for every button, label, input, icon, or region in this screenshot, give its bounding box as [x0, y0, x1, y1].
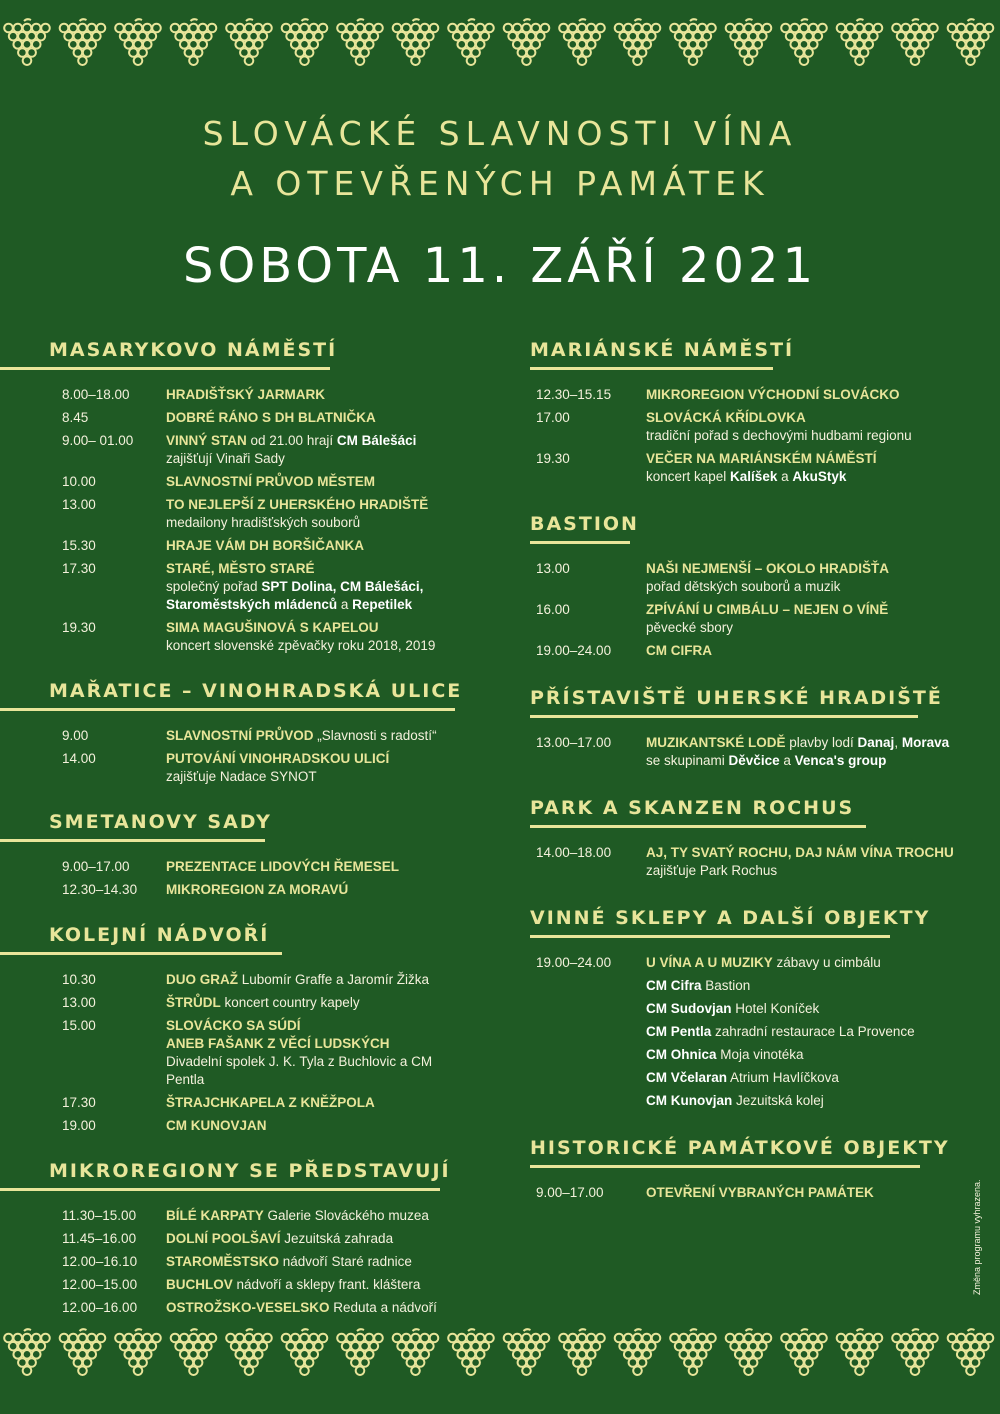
item-description	[646, 1046, 1000, 1064]
grape-cluster-icon	[60, 19, 106, 65]
grape-cluster-icon	[837, 1329, 883, 1375]
grape-cluster-icon	[504, 1329, 550, 1375]
item-time	[536, 1023, 646, 1041]
section-header	[0, 1157, 470, 1191]
item-description	[166, 560, 470, 614]
section-underline	[530, 367, 773, 370]
grape-cluster-icon	[892, 1329, 938, 1375]
item-event: SLOVÁCKO SA SÚDÍ	[166, 1018, 301, 1033]
program-item	[0, 858, 470, 876]
item-time: 14.00–18.00	[536, 845, 612, 860]
item-note: Galerie Slováckého muzea	[263, 1208, 429, 1223]
item-time	[536, 1046, 646, 1064]
grape-cluster-icon	[615, 19, 661, 65]
grape-cluster-icon	[171, 1329, 217, 1375]
grape-cluster-icon	[837, 19, 883, 65]
program-item	[530, 642, 1000, 660]
program-item	[530, 1000, 1000, 1018]
item-event: MIKROREGION ZA MORAVÚ	[166, 882, 349, 897]
item-note: se skupinami	[646, 753, 729, 768]
item-subtitle: pořad dětských souborů a muzik	[646, 579, 841, 594]
program-item	[530, 1184, 1000, 1202]
item-event: DOBRÉ RÁNO S DH BLATNIČKA	[166, 410, 376, 425]
grape-border-bottom	[0, 1328, 1000, 1380]
item-time: 13.00	[62, 995, 96, 1010]
item-subtitle	[166, 578, 470, 614]
item-time: 12.00–16.00	[62, 1300, 138, 1315]
program-item	[0, 1230, 470, 1248]
section-title: PŘÍSTAVIŠTĚ UHERSKÉ HRADIŠTĚ	[530, 687, 943, 709]
item-event: ŠTRAJCHKAPELA Z KNĚŽPOLA	[166, 1095, 375, 1110]
item-performer: Danaj	[857, 735, 895, 750]
program-item	[530, 601, 1000, 637]
program-item	[0, 1094, 470, 1112]
program-section	[0, 1157, 470, 1317]
section-underline	[530, 825, 866, 828]
item-performer: AkuStyk	[792, 469, 847, 484]
section-title: BASTION	[530, 513, 639, 535]
item-event: CM CIFRA	[646, 643, 712, 658]
item-description	[646, 844, 1000, 880]
item-description	[646, 642, 1000, 660]
item-description	[166, 881, 470, 899]
item-note: „Slavnosti s radostí“	[313, 728, 437, 743]
section-underline	[530, 935, 890, 938]
item-time: 15.30	[62, 538, 96, 553]
item-time: 9.00–17.00	[62, 859, 130, 874]
grape-cluster-icon	[448, 1329, 494, 1375]
item-note: nádvoří Staré radnice	[279, 1254, 412, 1269]
item-performer: Staroměstských mládenců	[166, 597, 338, 612]
item-performer: Kalíšek	[730, 469, 778, 484]
section-title: KOLEJNÍ NÁDVOŘÍ	[49, 924, 270, 946]
item-time: 12.00–15.00	[62, 1277, 138, 1292]
item-time: 10.30	[62, 972, 96, 987]
grape-cluster-icon	[393, 1329, 439, 1375]
item-event: AJ, TY SVATÝ ROCHU, DAJ NÁM VÍNA TROCHU	[646, 845, 954, 860]
grape-cluster-icon	[115, 1329, 161, 1375]
item-time: 10.00	[62, 474, 96, 489]
item-description	[166, 858, 470, 876]
grape-cluster-icon	[892, 19, 938, 65]
program-section	[530, 1134, 1000, 1202]
item-note: a	[779, 753, 795, 768]
item-subtitle	[646, 468, 1000, 486]
item-description	[166, 619, 470, 655]
item-performer: Morava	[901, 735, 950, 750]
item-subtitle: koncert slovenské zpěvačky roku 2018, 2019	[166, 638, 436, 653]
item-event: MIKROREGION VÝCHODNÍ SLOVÁCKO	[646, 387, 900, 402]
program-section	[530, 684, 1000, 770]
item-description	[166, 1207, 470, 1225]
section-header	[530, 904, 1000, 938]
item-description	[646, 1023, 1000, 1041]
item-event: STARÉ, MĚSTO STARÉ	[166, 561, 315, 576]
item-event: PUTOVÁNÍ VINOHRADSKOU ULICÍ	[166, 751, 390, 766]
program-item	[0, 619, 470, 655]
item-description	[646, 1000, 1000, 1018]
item-event: PREZENTACE LIDOVÝCH ŘEMESEL	[166, 859, 400, 874]
item-note: nádvoří a sklepy frant. kláštera	[232, 1277, 421, 1292]
item-event: SIMA MAGUŠINOVÁ S KAPELOU	[166, 620, 379, 635]
grape-cluster-icon	[948, 19, 994, 65]
item-description	[166, 750, 470, 786]
item-time: 19.30	[536, 451, 570, 466]
item-description	[166, 496, 470, 532]
grape-cluster-icon	[504, 19, 550, 65]
item-description	[646, 450, 1000, 486]
item-performer: SPT Dolina, CM Bálešáci,	[261, 579, 424, 594]
program-item	[0, 1117, 470, 1135]
grape-cluster-icon	[337, 1329, 383, 1375]
grape-cluster-icon	[282, 19, 328, 65]
program-item	[0, 994, 470, 1012]
program-section	[0, 808, 470, 899]
item-event: MUZIKANTSKÉ LODĚ	[646, 735, 786, 750]
section-header	[530, 336, 1000, 370]
program-item	[0, 1017, 470, 1089]
item-note: Jezuitská kolej	[732, 1093, 824, 1108]
grape-border-top	[0, 18, 1000, 70]
item-description	[646, 386, 1000, 404]
item-time: 17.00	[536, 410, 570, 425]
program-item	[530, 954, 1000, 972]
program-item	[530, 560, 1000, 596]
program-item	[0, 1276, 470, 1294]
section-header	[530, 684, 1000, 718]
section-title: SMETANOVY SADY	[49, 811, 272, 833]
item-event: DOLNÍ POOLŠAVÍ	[166, 1231, 281, 1246]
section-header	[530, 1134, 1000, 1168]
grape-cluster-icon	[615, 1329, 661, 1375]
item-subtitle: tradiční pořad s dechovými hudbami regionu	[646, 428, 912, 443]
section-header	[530, 794, 1000, 828]
section-title: VINNÉ SKLEPY A DALŠÍ OBJEKTY	[530, 907, 931, 929]
grape-cluster-icon	[670, 1329, 716, 1375]
section-underline	[0, 708, 455, 711]
section-title: HISTORICKÉ PAMÁTKOVÉ OBJEKTY	[530, 1137, 950, 1159]
program-item	[530, 386, 1000, 404]
item-description	[166, 1253, 470, 1271]
item-event: HRAJE VÁM DH BORŠIČANKA	[166, 538, 365, 553]
item-time: 8.00–18.00	[62, 387, 130, 402]
item-event: SLAVNOSTNÍ PRŮVOD	[166, 728, 314, 743]
item-note: Atrium Havlíčkova	[727, 1070, 839, 1085]
program-item	[0, 1253, 470, 1271]
item-performer: CM Kunovjan	[646, 1093, 733, 1108]
item-time: 17.30	[62, 561, 96, 576]
grape-cluster-icon	[60, 1329, 106, 1375]
item-performer: Repetilek	[352, 597, 413, 612]
item-note: Lubomír Graffe a Jaromír Žižka	[238, 972, 430, 987]
item-subtitle: Divadelní spolek J. K. Tyla z Buchlovic a CM Pentla	[166, 1054, 433, 1087]
program-item	[0, 386, 470, 404]
section-header	[530, 510, 1000, 544]
item-note: Moja vinotéka	[716, 1047, 804, 1062]
grape-cluster-icon	[393, 19, 439, 65]
item-event: U VÍNA A U MUZIKY	[646, 955, 773, 970]
item-note: Hotel Koníček	[731, 1001, 820, 1016]
grape-cluster-icon	[4, 19, 50, 65]
item-event: BUCHLOV	[166, 1277, 233, 1292]
item-time: 12.30–15.15	[536, 387, 612, 402]
section-header	[0, 921, 470, 955]
item-event: OSTROŽSKO-VESELSKO	[166, 1300, 330, 1315]
section-underline	[0, 1188, 440, 1191]
program-column-right	[530, 336, 1000, 1226]
grape-cluster-icon	[781, 19, 827, 65]
item-description	[166, 1276, 470, 1294]
program-section	[530, 336, 1000, 486]
item-event: NAŠI NEJMENŠÍ – OKOLO HRADIŠŤA	[646, 561, 890, 576]
item-event: ŠTRŮDL	[166, 995, 221, 1010]
item-event: CM KUNOVJAN	[166, 1118, 267, 1133]
grape-cluster-icon	[781, 1329, 827, 1375]
item-description	[646, 560, 1000, 596]
item-event: DUO GRAŽ	[166, 972, 238, 987]
item-note: plavby lodí	[785, 735, 858, 750]
program-item	[530, 1069, 1000, 1087]
item-performer: Venca's group	[794, 753, 887, 768]
grape-cluster-icon	[559, 19, 605, 65]
item-description	[646, 954, 1000, 972]
item-note: Reduta a nádvoří	[329, 1300, 437, 1315]
item-description	[646, 1092, 1000, 1110]
program-item	[530, 734, 1000, 770]
item-note: od 21.00 hrají	[246, 433, 337, 448]
program-item	[530, 1092, 1000, 1110]
item-performer: CM Včelaran	[646, 1070, 728, 1085]
item-description	[166, 473, 470, 491]
program-item	[0, 971, 470, 989]
item-time: 9.00–17.00	[536, 1185, 604, 1200]
item-description	[166, 1117, 470, 1135]
program-section	[0, 336, 470, 655]
section-header	[0, 677, 470, 711]
program-section	[0, 677, 470, 786]
item-performer: CM Pentla	[646, 1024, 712, 1039]
item-description	[166, 1230, 470, 1248]
item-performer: CM Cifra	[646, 978, 702, 993]
program-item	[530, 1023, 1000, 1041]
program-section	[530, 794, 1000, 880]
section-title: MAŘATICE – VINOHRADSKÁ ULICE	[49, 680, 463, 702]
item-note: a	[337, 597, 353, 612]
item-note: společný pořad	[166, 579, 262, 594]
section-underline	[530, 715, 918, 718]
item-event: ZPÍVÁNÍ U CIMBÁLU – NEJEN O VÍNĚ	[646, 602, 889, 617]
item-note: Jezuitská zahrada	[280, 1231, 394, 1246]
grape-cluster-icon	[226, 1329, 272, 1375]
program-item	[0, 560, 470, 614]
item-description	[166, 1094, 470, 1112]
section-underline	[0, 367, 330, 370]
program-item	[0, 409, 470, 427]
grape-cluster-icon	[115, 19, 161, 65]
item-time: 13.00	[62, 497, 96, 512]
section-header	[0, 336, 470, 370]
program-item	[0, 727, 470, 745]
program-item	[530, 977, 1000, 995]
program-item	[530, 844, 1000, 880]
section-underline	[530, 541, 630, 544]
item-time: 13.00–17.00	[536, 735, 612, 750]
item-time: 12.00–16.10	[62, 1254, 138, 1269]
section-underline	[530, 1165, 920, 1168]
item-event: STAROMĚSTSKO	[166, 1254, 280, 1269]
item-note: zábavy u cimbálu	[772, 955, 881, 970]
item-time	[536, 1000, 646, 1018]
program-change-note: Změna programu vyhrazena.	[972, 1179, 982, 1295]
item-description	[646, 1069, 1000, 1087]
item-note: koncert kapel	[646, 469, 731, 484]
item-time: 19.30	[62, 620, 96, 635]
item-description	[166, 409, 470, 427]
section-underline	[0, 839, 265, 842]
festival-title-line-1: SLOVÁCKÉ SLAVNOSTI VÍNA	[202, 114, 798, 153]
program-column-left	[0, 336, 470, 1339]
program-item	[0, 881, 470, 899]
item-event: SLAVNOSTNÍ PRŮVOD MĚSTEM	[166, 474, 376, 489]
item-note: koncert country kapely	[220, 995, 360, 1010]
section-title: MIKROREGIONY SE PŘEDSTAVUJÍ	[49, 1160, 451, 1182]
program-item	[0, 496, 470, 532]
section-underline	[0, 952, 282, 955]
item-time: 19.00	[62, 1118, 96, 1133]
item-event: OTEVŘENÍ VYBRANÝCH PAMÁTEK	[646, 1185, 874, 1200]
item-description	[166, 432, 470, 468]
item-description	[646, 601, 1000, 637]
grape-cluster-icon	[171, 19, 217, 65]
item-description	[166, 971, 470, 989]
grape-cluster-icon	[559, 1329, 605, 1375]
item-performer: CM Sudovjan	[646, 1001, 732, 1016]
grape-cluster-icon	[948, 1329, 994, 1375]
section-title: MASARYKOVO NÁMĚSTÍ	[49, 339, 338, 361]
item-event: HRADIŠŤSKÝ JARMARK	[166, 387, 326, 402]
item-note: zahradní restaurace La Provence	[711, 1024, 915, 1039]
item-time: 19.00–24.00	[536, 955, 612, 970]
grape-cluster-icon	[337, 19, 383, 65]
item-time: 15.00	[62, 1018, 96, 1033]
item-subtitle: zajišťují Vinaři Sady	[166, 451, 285, 466]
item-description	[166, 994, 470, 1012]
item-note: a	[777, 469, 793, 484]
item-time: 13.00	[536, 561, 570, 576]
item-description	[646, 734, 1000, 770]
section-title: MARIÁNSKÉ NÁMĚSTÍ	[530, 339, 795, 361]
item-subtitle: medailony hradišťských souborů	[166, 515, 361, 530]
program-section	[530, 510, 1000, 660]
program-item	[0, 1207, 470, 1225]
item-description	[166, 727, 470, 745]
grape-cluster-icon	[4, 1329, 50, 1375]
item-subtitle	[646, 752, 1000, 770]
item-note: ,	[894, 735, 902, 750]
item-event: VEČER NA MARIÁNSKÉM NÁMĚSTÍ	[646, 451, 877, 466]
program-item	[0, 432, 470, 468]
item-performer: Děvčice	[728, 753, 780, 768]
item-event: BÍLÉ KARPATY	[166, 1208, 264, 1223]
item-description	[166, 537, 470, 555]
item-event: ANEB FAŠANK Z VĚCÍ LUDSKÝCH	[166, 1036, 390, 1051]
program-item	[530, 1046, 1000, 1064]
item-event: TO NEJLEPŠÍ Z UHERSKÉHO HRADIŠTĚ	[166, 497, 429, 512]
section-header	[0, 808, 470, 842]
item-description	[646, 409, 1000, 445]
item-time: 11.30–15.00	[62, 1208, 137, 1223]
program-item	[0, 1299, 470, 1317]
item-time: 16.00	[536, 602, 570, 617]
item-note: Bastion	[701, 978, 751, 993]
item-time: 12.30–14.30	[62, 882, 138, 897]
program-item	[0, 473, 470, 491]
grape-cluster-icon	[726, 19, 772, 65]
item-time: 9.00	[62, 728, 89, 743]
item-event: SLOVÁCKÁ KŘÍDLOVKA	[646, 410, 806, 425]
item-description	[166, 1299, 470, 1317]
item-performer: CM Bálešáci	[336, 433, 417, 448]
item-time: 8.45	[62, 410, 89, 425]
program-item	[0, 750, 470, 786]
grape-cluster-icon	[282, 1329, 328, 1375]
item-time: 11.45–16.00	[62, 1231, 137, 1246]
item-subtitle: zajišťuje Park Rochus	[646, 863, 778, 878]
item-description	[166, 386, 470, 404]
program-section	[530, 904, 1000, 1110]
grape-cluster-icon	[670, 19, 716, 65]
festival-title-line-2: A OTEVŘENÝCH PAMÁTEK	[230, 164, 770, 203]
item-time	[536, 1069, 646, 1087]
item-description	[646, 977, 1000, 995]
grape-cluster-icon	[226, 19, 272, 65]
program-section	[0, 921, 470, 1135]
program-item	[0, 537, 470, 555]
item-time: 19.00–24.00	[536, 643, 612, 658]
event-date: SOBOTA 11. ZÁŘÍ 2021	[182, 238, 818, 294]
item-time	[536, 977, 646, 995]
grape-cluster-icon	[448, 19, 494, 65]
item-description	[166, 1017, 470, 1089]
item-time: 9.00– 01.00	[62, 433, 134, 448]
item-event: VINNÝ STAN	[166, 433, 247, 448]
item-time: 14.00	[62, 751, 96, 766]
item-description	[646, 1184, 1000, 1202]
item-subtitle: zajišťuje Nadace SYNOT	[166, 769, 317, 784]
grape-cluster-icon	[726, 1329, 772, 1375]
item-performer: CM Ohnica	[646, 1047, 717, 1062]
program-item	[530, 450, 1000, 486]
item-subtitle: pěvecké sbory	[646, 620, 734, 635]
item-time	[536, 1092, 646, 1110]
program-item	[530, 409, 1000, 445]
section-title: PARK A SKANZEN ROCHUS	[530, 797, 855, 819]
item-time: 17.30	[62, 1095, 96, 1110]
